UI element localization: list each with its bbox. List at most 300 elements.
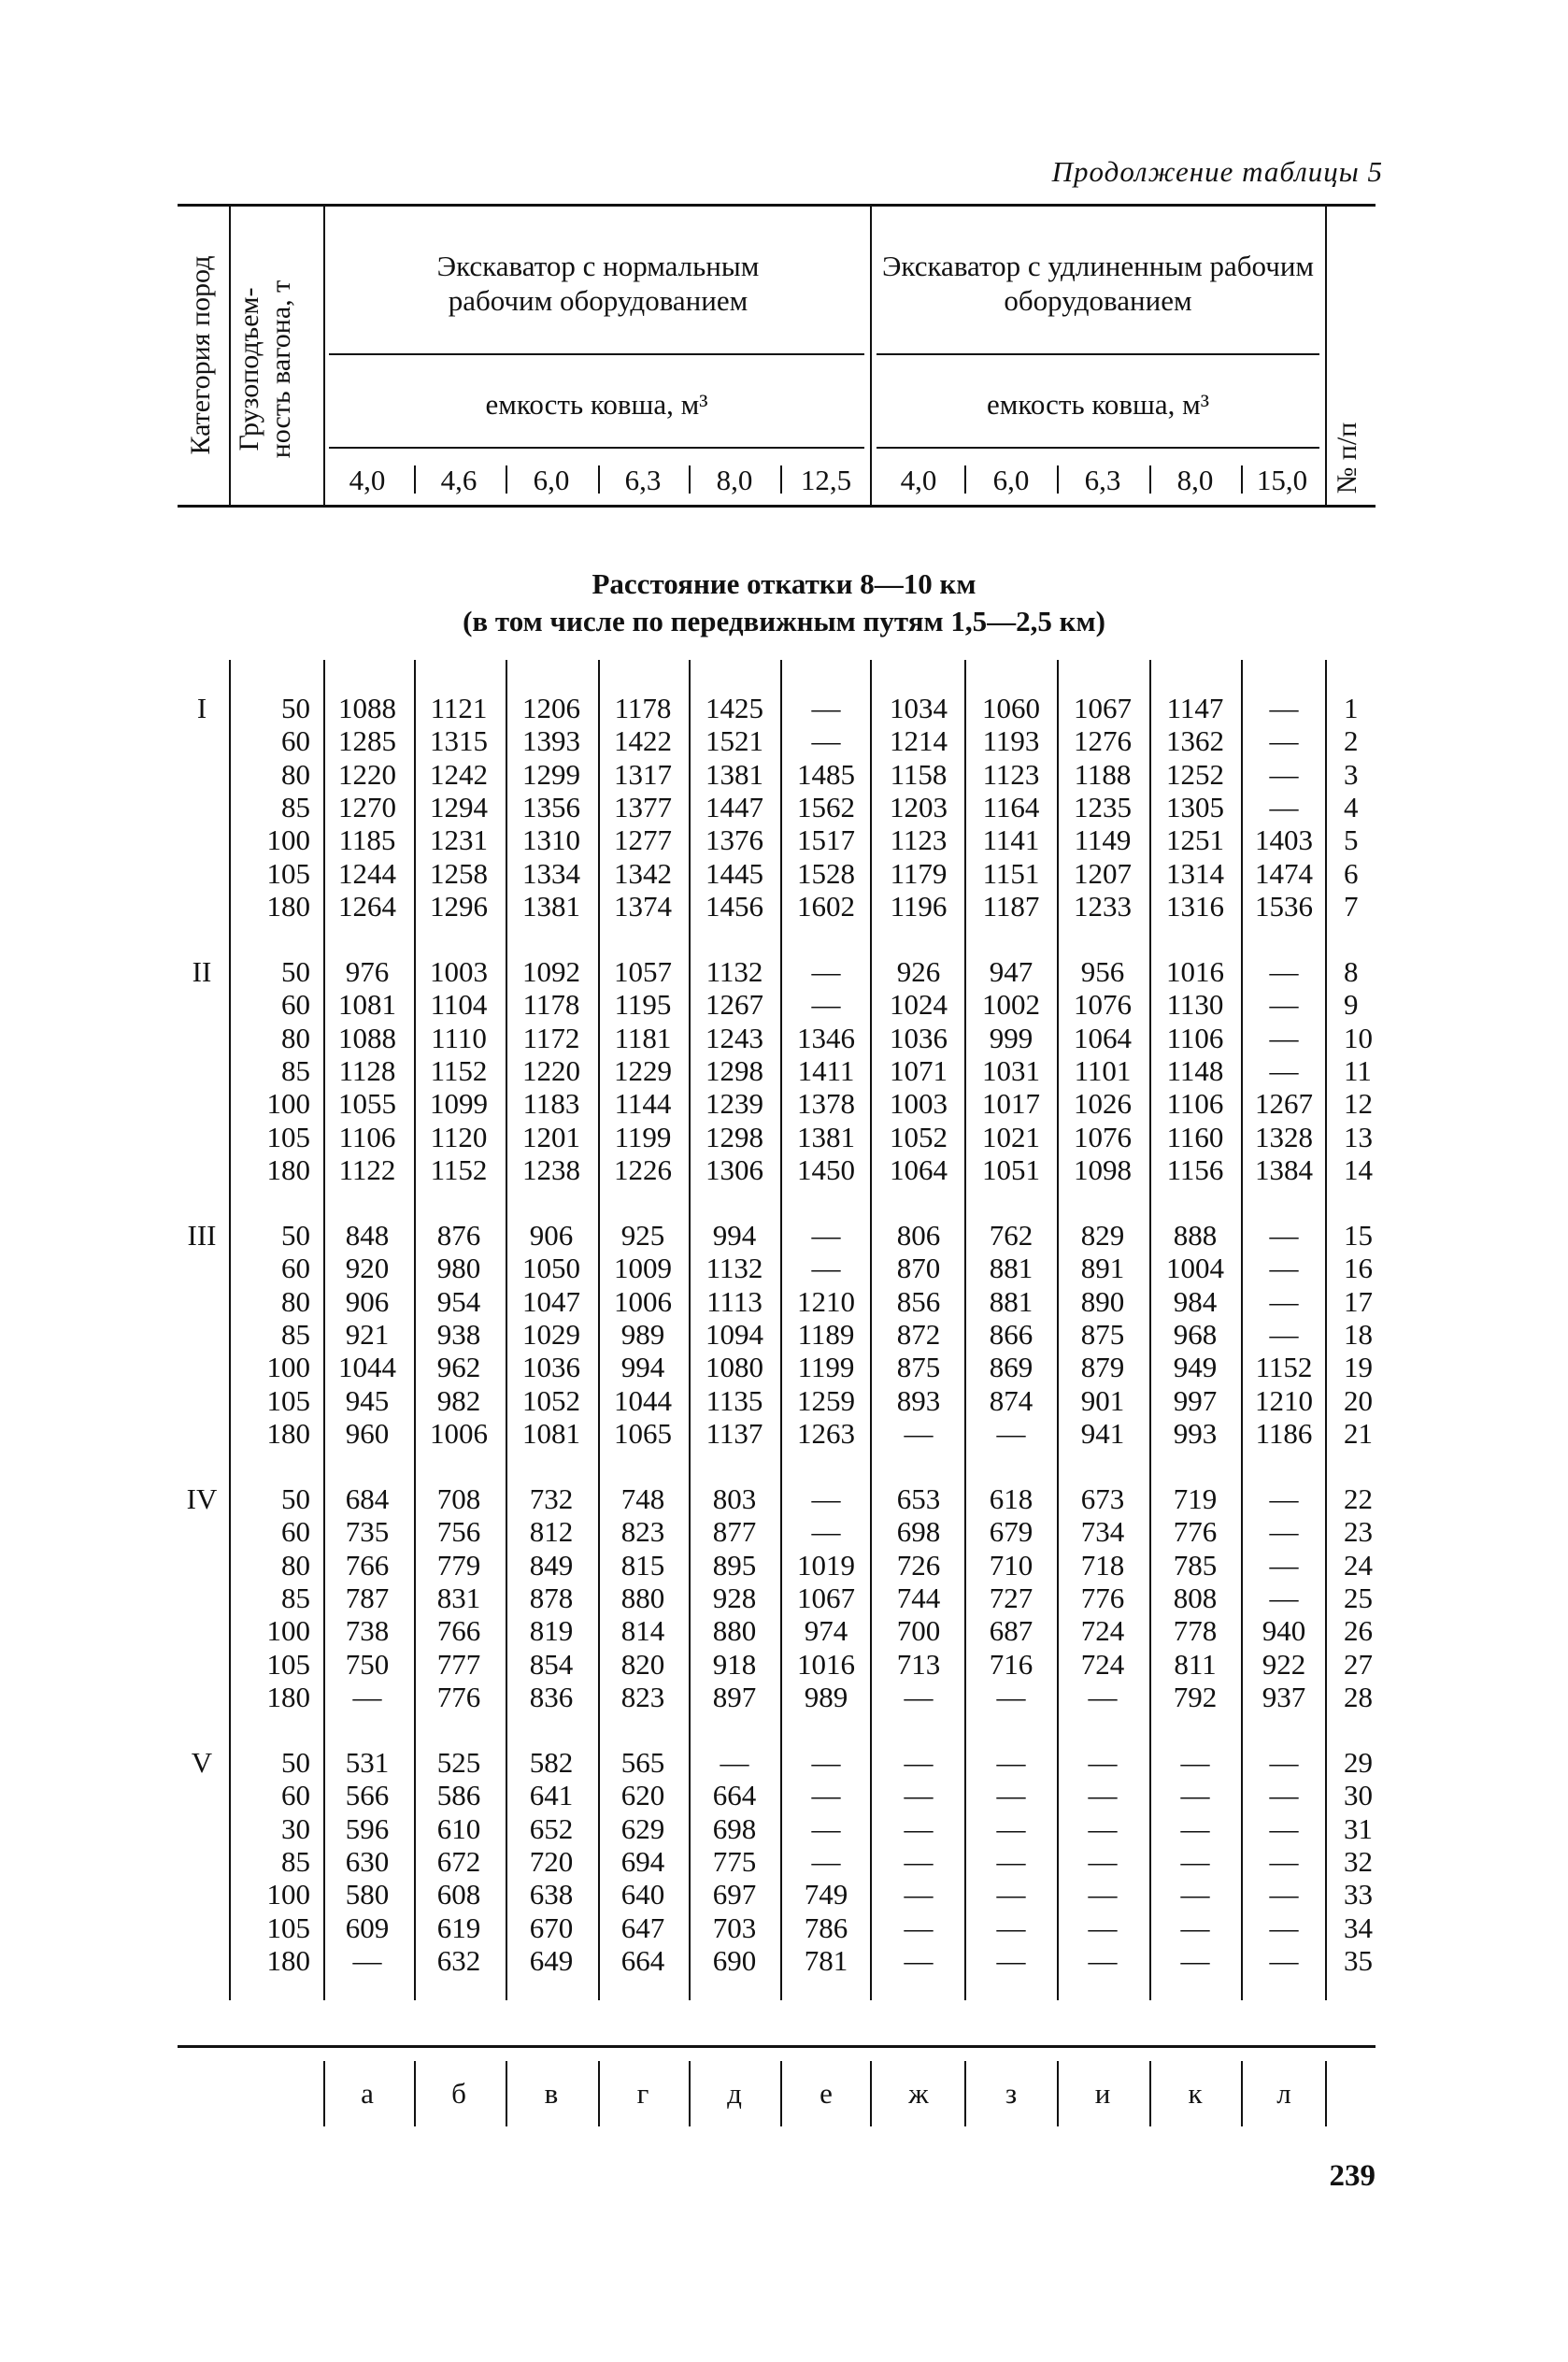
table-cell: 1106 <box>1166 1021 1224 1054</box>
table-cell: — <box>811 1746 841 1779</box>
bucket-size-label: 8,0 <box>716 464 753 496</box>
table-cell: 1210 <box>1255 1383 1313 1417</box>
table-cell: 1226 <box>614 1152 672 1186</box>
table-cell: 1183 <box>522 1087 580 1121</box>
column-divider <box>229 660 231 2000</box>
size-separator <box>506 465 507 494</box>
table-cell: 1034 <box>890 692 948 724</box>
table-cell: 1021 <box>982 1120 1040 1153</box>
table-cell: 866 <box>989 1317 1033 1351</box>
wagon-capacity-cell: 50 <box>281 955 310 988</box>
table-cell: 888 <box>1173 1219 1218 1252</box>
table-cell: 1188 <box>1074 757 1132 791</box>
table-cell: 1092 <box>522 955 580 988</box>
table-cell: 787 <box>345 1581 390 1614</box>
table-cell: 1411 <box>797 1053 855 1087</box>
table-cell: — <box>811 988 841 1022</box>
table-cell: 869 <box>989 1351 1033 1384</box>
table-cell: 829 <box>1080 1219 1125 1252</box>
table-cell: — <box>1269 1811 1299 1845</box>
table-cell: 1187 <box>982 889 1040 923</box>
table-cell: — <box>904 1746 934 1779</box>
rock-category: IV <box>186 1482 218 1515</box>
table-cell: 700 <box>896 1614 941 1648</box>
size-separator <box>689 465 691 494</box>
table-cell: — <box>811 1219 841 1252</box>
table-cell: 856 <box>896 1284 941 1318</box>
wagon-capacity-cell: 100 <box>266 1878 310 1911</box>
table-cell: — <box>1269 790 1299 823</box>
table-cell: 819 <box>529 1614 574 1648</box>
table-cell: — <box>996 1680 1026 1713</box>
table-cell: 673 <box>1080 1482 1125 1515</box>
table-cell: 652 <box>529 1811 574 1845</box>
table-cell: 1036 <box>890 1021 948 1054</box>
bucket-size-label: 8,0 <box>1176 464 1214 496</box>
wagon-capacity-cell: 180 <box>266 1943 310 1977</box>
table-cell: 1528 <box>797 856 855 890</box>
table-cell: 679 <box>989 1515 1033 1549</box>
table-cell: 872 <box>896 1317 941 1351</box>
table-cell: 890 <box>1080 1284 1125 1318</box>
table-cell: 1036 <box>522 1351 580 1384</box>
table-cell: 1267 <box>706 988 763 1022</box>
bucket-size-label: 12,5 <box>800 464 852 496</box>
table-cell: 806 <box>896 1219 941 1252</box>
table-cell: 1076 <box>1074 1120 1132 1153</box>
column-letter: к <box>1188 2077 1203 2110</box>
table-cell: 716 <box>989 1647 1033 1681</box>
table-cell: — <box>1269 724 1299 758</box>
table-cell: 724 <box>1080 1614 1125 1648</box>
row-number: 13 <box>1344 1120 1373 1153</box>
table-cell: 1076 <box>1074 988 1132 1022</box>
table-cell: 1242 <box>430 757 488 791</box>
rock-category: II <box>192 955 212 988</box>
table-cell: 875 <box>1080 1317 1125 1351</box>
table-cell: 906 <box>529 1219 574 1252</box>
rock-category: V <box>191 1746 213 1779</box>
table-cell: 703 <box>712 1911 757 1944</box>
table-cell: 891 <box>1080 1252 1125 1285</box>
table-cell: 1044 <box>338 1351 396 1384</box>
column-letter: г <box>636 2077 649 2110</box>
table-cell: 1220 <box>338 757 396 791</box>
table-cell: 697 <box>712 1878 757 1911</box>
table-cell: 1101 <box>1074 1053 1132 1087</box>
row-number: 35 <box>1344 1943 1373 1977</box>
table-cell: — <box>1269 1779 1299 1812</box>
table-cell: 1081 <box>338 988 396 1022</box>
table-cell: 1147 <box>1166 692 1224 724</box>
wagon-capacity-text: Грузоподъем-ность вагона, т <box>234 279 296 459</box>
letter-divider <box>689 2061 691 2126</box>
table-cell: — <box>904 1878 934 1911</box>
table-cell: 750 <box>345 1647 390 1681</box>
table-cell: — <box>996 1878 1026 1911</box>
row-number: 5 <box>1344 823 1359 857</box>
wagon-capacity-cell: 85 <box>281 1317 310 1351</box>
table-cell: — <box>1269 1746 1299 1779</box>
bucket-size-label: 4,0 <box>900 464 937 496</box>
table-cell: 1276 <box>1074 724 1132 758</box>
table-cell: — <box>1088 1878 1118 1911</box>
table-cell: 1149 <box>1074 823 1132 857</box>
table-cell: 1376 <box>706 823 763 857</box>
table-cell: 994 <box>620 1351 665 1384</box>
row-number: 15 <box>1344 1219 1373 1252</box>
table-cell: 620 <box>620 1779 665 1812</box>
row-number: 6 <box>1344 856 1359 890</box>
table-cell: 719 <box>1173 1482 1218 1515</box>
table-cell: 744 <box>896 1581 941 1614</box>
header-inner-rule <box>877 353 1319 355</box>
wagon-capacity-cell: 50 <box>281 692 310 724</box>
table-cell: — <box>352 1680 382 1713</box>
table-cell: 1214 <box>890 724 948 758</box>
column-letter: л <box>1276 2077 1291 2110</box>
table-cell: 1152 <box>1255 1351 1313 1384</box>
table-cell: 525 <box>436 1746 481 1779</box>
bucket-size-label: 6,0 <box>992 464 1030 496</box>
table-cell: 949 <box>1173 1351 1218 1384</box>
wagon-capacity-cell: 85 <box>281 1844 310 1878</box>
table-cell: — <box>1180 1811 1210 1845</box>
table-cell: 609 <box>345 1911 390 1944</box>
row-number: 17 <box>1344 1284 1373 1318</box>
table-cell: 1071 <box>890 1053 948 1087</box>
table-cell: — <box>1269 1844 1299 1878</box>
column-letter: а <box>361 2077 374 2110</box>
row-number: 16 <box>1344 1252 1373 1285</box>
wagon-capacity-cell: 80 <box>281 1284 310 1318</box>
table-cell: 1123 <box>890 823 948 857</box>
table-cell: 1152 <box>430 1053 488 1087</box>
table-cell: — <box>904 1943 934 1977</box>
table-cell: 870 <box>896 1252 941 1285</box>
table-cell: 1081 <box>522 1416 580 1450</box>
table-cell: 762 <box>989 1219 1033 1252</box>
table-cell: 1123 <box>982 757 1040 791</box>
table-cell: 1203 <box>890 790 948 823</box>
column-letter: е <box>820 2077 833 2110</box>
table-cell: 812 <box>529 1515 574 1549</box>
table-cell: 1052 <box>890 1120 948 1153</box>
table-cell: 724 <box>1080 1647 1125 1681</box>
table-cell: 586 <box>436 1779 481 1812</box>
row-number: 34 <box>1344 1911 1373 1944</box>
rock-category: I <box>196 692 207 724</box>
table-cell: — <box>352 1943 382 1977</box>
table-cell: 565 <box>620 1746 665 1779</box>
table-cell: 808 <box>1173 1581 1218 1614</box>
table-cell: — <box>1180 1779 1210 1812</box>
table-cell: 738 <box>345 1614 390 1648</box>
table-cell: 720 <box>529 1844 574 1878</box>
table-cell: — <box>811 1844 841 1878</box>
table-cell: 1285 <box>338 724 396 758</box>
table-cell: 1229 <box>614 1053 672 1087</box>
size-separator <box>780 465 782 494</box>
row-number: 31 <box>1344 1811 1373 1845</box>
wagon-capacity-cell: 105 <box>266 1383 310 1417</box>
column-letter: з <box>1005 2077 1018 2110</box>
table-cell: 608 <box>436 1878 481 1911</box>
column-letter: б <box>451 2077 466 2110</box>
table-cell: 1186 <box>1255 1416 1313 1450</box>
wagon-capacity-cell: 30 <box>281 1811 310 1845</box>
table-cell: 1098 <box>1074 1152 1132 1186</box>
table-cell: 1252 <box>1166 757 1224 791</box>
table-cell: — <box>1180 1844 1210 1878</box>
table-cell: 1342 <box>614 856 672 890</box>
table-cell: 1088 <box>338 1021 396 1054</box>
table-cell: 1259 <box>797 1383 855 1417</box>
table-cell: 1381 <box>797 1120 855 1153</box>
table-cell: — <box>1269 1317 1299 1351</box>
table-cell: 848 <box>345 1219 390 1252</box>
wagon-capacity-cell: 180 <box>266 1680 310 1713</box>
header-top-rule <box>178 204 1376 207</box>
table-cell: — <box>904 1811 934 1845</box>
table-cell: 1026 <box>1074 1087 1132 1121</box>
table-cell: 906 <box>345 1284 390 1318</box>
table-cell: 653 <box>896 1482 941 1515</box>
header-divider <box>870 206 872 505</box>
table-cell: 1106 <box>1166 1087 1224 1121</box>
table-cell: 687 <box>989 1614 1033 1648</box>
page-number: 239 <box>1329 2159 1376 2193</box>
table-cell: 968 <box>1173 1317 1218 1351</box>
table-cell: 836 <box>529 1680 574 1713</box>
table-cell: 596 <box>345 1811 390 1845</box>
row-number: 1 <box>1344 692 1359 724</box>
table-cell: 1047 <box>522 1284 580 1318</box>
table-cell: 1178 <box>522 988 580 1022</box>
table-cell: 684 <box>345 1482 390 1515</box>
table-cell: 876 <box>436 1219 481 1252</box>
letter-divider <box>1057 2061 1059 2126</box>
table-cell: 1305 <box>1166 790 1224 823</box>
row-number: 20 <box>1344 1383 1373 1417</box>
table-cell: 1381 <box>706 757 763 791</box>
table-cell: 749 <box>804 1878 848 1911</box>
table-cell: 1002 <box>982 988 1040 1022</box>
table-cell: — <box>1180 1943 1210 1977</box>
table-cell: 735 <box>345 1515 390 1549</box>
column-divider <box>506 660 507 2000</box>
table-cell: 1517 <box>797 823 855 857</box>
table-cell: 1172 <box>522 1021 580 1054</box>
size-separator <box>1149 465 1151 494</box>
table-cell: 1067 <box>797 1581 855 1614</box>
wagon-capacity-cell: 60 <box>281 724 310 758</box>
table-cell: 1258 <box>430 856 488 890</box>
table-cell: 1374 <box>614 889 672 923</box>
wagon-capacity-cell: 105 <box>266 1911 310 1944</box>
wagon-capacity-cell: 60 <box>281 1779 310 1812</box>
table-cell: 778 <box>1173 1614 1218 1648</box>
extended-equipment-header: Экскаватор с удлиненным рабочим оборудованием <box>881 250 1315 317</box>
size-separator <box>414 465 416 494</box>
table-cell: — <box>1269 692 1299 724</box>
table-cell: 610 <box>436 1811 481 1845</box>
table-cell: 1016 <box>1166 955 1224 988</box>
table-cell: 638 <box>529 1878 574 1911</box>
size-separator <box>1057 465 1059 494</box>
wagon-capacity-cell: 105 <box>266 856 310 890</box>
column-divider <box>689 660 691 2000</box>
table-cell: 974 <box>804 1614 848 1648</box>
table-cell: — <box>996 1416 1026 1450</box>
table-cell: 1065 <box>614 1416 672 1450</box>
table-cell: 580 <box>345 1878 390 1911</box>
table-cell: 713 <box>896 1647 941 1681</box>
table-cell: 1485 <box>797 757 855 791</box>
table-cell: 694 <box>620 1844 665 1878</box>
bucket-size-label: 6,3 <box>1084 464 1121 496</box>
table-cell: 786 <box>804 1911 848 1944</box>
row-number: 23 <box>1344 1515 1373 1549</box>
footer-rule <box>178 2045 1376 2048</box>
table-cell: 1128 <box>338 1053 396 1087</box>
table-cell: 854 <box>529 1647 574 1681</box>
table-cell: 1334 <box>522 856 580 890</box>
letter-divider <box>780 2061 782 2126</box>
table-cell: 1067 <box>1074 692 1132 724</box>
table-cell: 989 <box>804 1680 848 1713</box>
table-cell: 926 <box>896 955 941 988</box>
table-cell: 690 <box>712 1943 757 1977</box>
table-cell: 1231 <box>430 823 488 857</box>
row-number: 18 <box>1344 1317 1373 1351</box>
table-cell: — <box>996 1811 1026 1845</box>
table-cell: 766 <box>345 1548 390 1582</box>
table-cell: 1104 <box>430 988 488 1022</box>
table-cell: — <box>811 1482 841 1515</box>
table-cell: 1003 <box>890 1087 948 1121</box>
table-cell: 1403 <box>1255 823 1313 857</box>
table-cell: 956 <box>1080 955 1125 988</box>
table-cell: 1189 <box>797 1317 855 1351</box>
table-cell: — <box>904 1680 934 1713</box>
table-cell: 941 <box>1080 1416 1125 1450</box>
header-bottom-rule <box>178 505 1376 508</box>
table-cell: 756 <box>436 1515 481 1549</box>
table-cell: 1185 <box>338 823 396 857</box>
table-cell: 1536 <box>1255 889 1313 923</box>
table-cell: 1356 <box>522 790 580 823</box>
table-cell: — <box>1269 757 1299 791</box>
table-cell: 1210 <box>797 1284 855 1318</box>
table-cell: — <box>1269 1911 1299 1944</box>
table-cell: 962 <box>436 1351 481 1384</box>
table-cell: 531 <box>345 1746 390 1779</box>
row-number: 8 <box>1344 955 1359 988</box>
bucket-size-label: 6,0 <box>533 464 570 496</box>
table-cell: 1009 <box>614 1252 672 1285</box>
table-cell: 994 <box>712 1219 757 1252</box>
table-cell: 1141 <box>982 823 1040 857</box>
table-cell: 1346 <box>797 1021 855 1054</box>
table-cell: — <box>1088 1779 1118 1812</box>
row-number: 9 <box>1344 988 1359 1022</box>
wagon-capacity-cell: 105 <box>266 1120 310 1153</box>
table-cell: 781 <box>804 1943 848 1977</box>
table-cell: 879 <box>1080 1351 1125 1384</box>
table-cell: 1267 <box>1255 1087 1313 1121</box>
table-cell: 1270 <box>338 790 396 823</box>
letter-divider <box>598 2061 600 2126</box>
table-cell: — <box>1088 1811 1118 1845</box>
table-cell: — <box>1088 1943 1118 1977</box>
section-title-line2: (в том числе по передвижным путям 1,5—2,5 км) <box>463 605 1105 637</box>
table-cell: 640 <box>620 1878 665 1911</box>
table-cell: 1017 <box>982 1087 1040 1121</box>
table-cell: 823 <box>620 1515 665 1549</box>
table-cell: — <box>904 1779 934 1812</box>
size-separator <box>598 465 600 494</box>
table-cell: 710 <box>989 1548 1033 1582</box>
wagon-capacity-cell: 85 <box>281 1581 310 1614</box>
table-cell: 954 <box>436 1284 481 1318</box>
table-cell: 922 <box>1262 1647 1306 1681</box>
row-number: 24 <box>1344 1548 1373 1582</box>
table-cell: 1377 <box>614 790 672 823</box>
table-cell: 1244 <box>338 856 396 890</box>
table-cell: 1152 <box>430 1152 488 1186</box>
column-divider <box>1057 660 1059 2000</box>
table-cell: 647 <box>620 1911 665 1944</box>
table-cell: 1235 <box>1074 790 1132 823</box>
row-number: 29 <box>1344 1746 1373 1779</box>
table-cell: 849 <box>529 1548 574 1582</box>
table-cell: — <box>720 1746 749 1779</box>
table-cell: 1263 <box>797 1416 855 1450</box>
table-cell: — <box>996 1844 1026 1878</box>
table-cell: — <box>904 1911 934 1944</box>
table-cell: 1137 <box>706 1416 763 1450</box>
table-cell: 1156 <box>1166 1152 1224 1186</box>
table-cell: 1099 <box>430 1087 488 1121</box>
table-cell: 732 <box>529 1482 574 1515</box>
table-cell: 775 <box>712 1844 757 1878</box>
bucket-size-label: 6,3 <box>624 464 662 496</box>
table-cell: 566 <box>345 1779 390 1812</box>
bucket-size-label: 4,0 <box>349 464 386 496</box>
table-cell: 1051 <box>982 1152 1040 1186</box>
table-cell: 1233 <box>1074 889 1132 923</box>
table-cell: 1088 <box>338 692 396 724</box>
section-title-line1: Расстояние откатки 8—10 км <box>592 567 976 600</box>
table-cell: — <box>1180 1911 1210 1944</box>
table-cell: 1132 <box>706 1252 763 1285</box>
table-cell: 1378 <box>797 1087 855 1121</box>
table-cell: — <box>811 1811 841 1845</box>
letter-divider <box>1241 2061 1243 2126</box>
table-cell: 811 <box>1174 1647 1217 1681</box>
table-cell: 1052 <box>522 1383 580 1417</box>
table-cell: 1316 <box>1166 889 1224 923</box>
table-cell: 727 <box>989 1581 1033 1614</box>
bucket-size-label: 4,6 <box>440 464 478 496</box>
wagon-capacity-cell: 100 <box>266 1614 310 1648</box>
table-cell: 945 <box>345 1383 390 1417</box>
table-cell: 881 <box>989 1252 1033 1285</box>
table-cell: 1201 <box>522 1120 580 1153</box>
table-cell: — <box>1269 1515 1299 1549</box>
table-cell: 779 <box>436 1548 481 1582</box>
